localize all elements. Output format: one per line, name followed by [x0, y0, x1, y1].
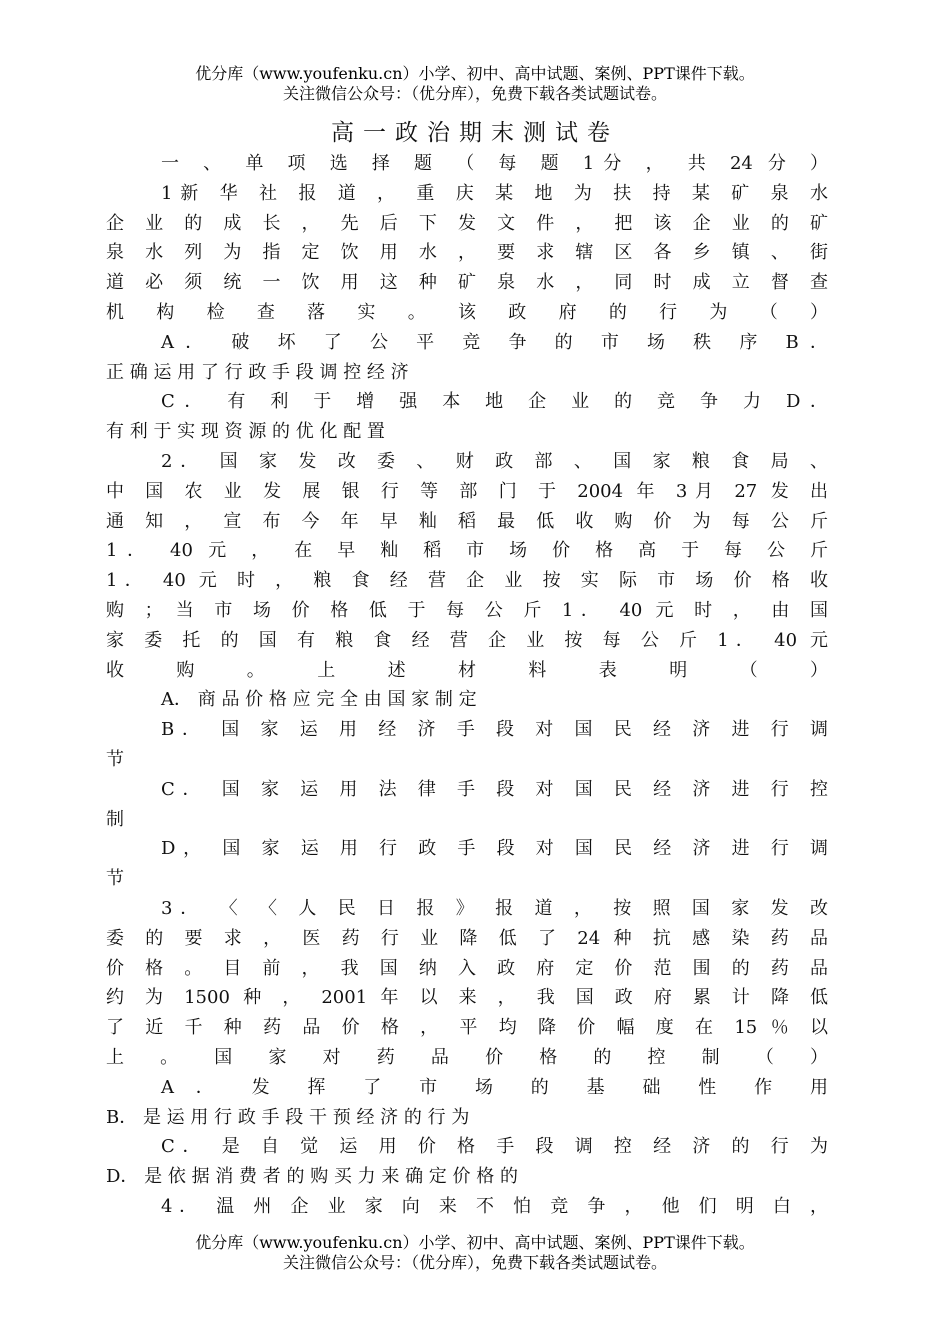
text-line: B． 国 家 运 用 经 济 手 段 对 国 民 经 济 进 行 调 — [161, 719, 828, 741]
text-line: 泉 水 列 为 指 定 饮 用 水 ， 要 求 辖 区 各 乡 镇 、 街 — [106, 242, 828, 264]
text-line: C． 有 利 于 增 强 本 地 企 业 的 竞 争 力 D． — [161, 391, 828, 413]
text-line: 制 — [106, 808, 124, 830]
text-line: 节 — [106, 868, 124, 890]
text-line: 2． 国 家 发 改 委 、 财 政 部 、 国 家 粮 食 局 、 — [161, 450, 828, 472]
footer-line-2: 关注微信公众号：（优分库），免费下载各类试题试卷。 — [282, 1253, 667, 1272]
text-line: 家 委 托 的 国 有 粮 食 经 营 企 业 按 每 公 斤 1． 40 元 — [106, 629, 828, 651]
text-line: 1新 华 社 报 道 ， 重 庆 某 地 为 扶 持 某 矿 泉 水 — [161, 182, 828, 204]
text-line: D， 国 家 运 用 行 政 手 段 对 国 民 经 济 进 行 调 — [161, 838, 828, 860]
document-title: 高一政治期末测试卷 — [331, 120, 619, 146]
text-line: 委 的 要 求 ， 医 药 行 业 降 低 了 24 种 抗 感 染 药 品 — [106, 927, 828, 949]
text-line: C． 是 自 觉 运 用 价 格 手 段 调 控 经 济 的 行 为 — [161, 1136, 828, 1158]
text-line: A． 商 品 价 格 应 完 全 由 国 家 制 定 — [161, 689, 477, 711]
text-line: 收 购 。 上 述 材 料 表 明 （ ） — [106, 659, 828, 681]
text-line: 中 国 农 业 发 展 银 行 等 部 门 于 2004 年 3月 27 发 出 — [106, 480, 828, 502]
text-line: 企 业 的 成 长 ， 先 后 下 发 文 件 ， 把 该 企 业 的 矿 — [106, 212, 828, 234]
text-line: 机 构 检 查 落 实 。 该 政 府 的 行 为 （ ） — [106, 301, 828, 323]
text-line: D． 是 依 据 消 费 者 的 购 买 力 来 确 定 价 格 的 — [106, 1166, 518, 1188]
text-line: A ． 发 挥 了 市 场 的 基 础 性 作 用 — [161, 1076, 828, 1098]
text-line: 4． 温 州 企 业 家 向 来 不 怕 竞 争 ， 他 们 明 白 ， — [161, 1195, 828, 1217]
text-line: 3． 〈 〈 人 民 日 报 》 报 道 ， 按 照 国 家 发 改 — [161, 897, 828, 919]
footer-line-1: 优分库（www.youfenku.cn）小学、初中、高中试题、案例、PPT课件下载。 — [195, 1233, 755, 1252]
document-body — [106, 149, 828, 1222]
page-footer — [0, 1233, 950, 1273]
text-line: 节 — [106, 748, 124, 770]
page-header — [0, 64, 950, 104]
text-line: C． 国 家 运 用 法 律 手 段 对 国 民 经 济 进 行 控 — [161, 778, 828, 800]
text-line: 1． 40 元 ， 在 早 籼 稻 市 场 价 格 高 于 每 公 斤 — [106, 540, 828, 562]
header-line-2: 关注微信公众号：（优分库），免费下载各类试题试卷。 — [282, 84, 667, 103]
text-line: B． 是 运 用 行 政 手 段 干 预 经 济 的 行 为 — [106, 1106, 470, 1128]
text-line: A． 破 坏 了 公 平 竞 争 的 市 场 秩 序 B． — [161, 331, 828, 353]
text-line: 1． 40 元 时 ， 粮 食 经 营 企 业 按 实 际 市 场 价 格 收 — [106, 570, 828, 592]
text-line: 道 必 须 统 一 饮 用 这 种 矿 泉 水 ， 同 时 成 立 督 查 — [106, 272, 828, 294]
header-line-1: 优分库（www.youfenku.cn）小学、初中、高中试题、案例、PPT课件下载。 — [195, 64, 755, 83]
text-line: 购 ； 当 市 场 价 格 低 于 每 公 斤 1． 40 元 时 ， 由 国 — [106, 599, 828, 621]
text-line: 上 。 国 家 对 药 品 价 格 的 控 制 （ ） — [106, 1046, 828, 1068]
text-line: 约 为 1500 种 ， 2001 年 以 来 ， 我 国 政 府 累 计 降 低 — [106, 987, 828, 1009]
text-line: 有 利 于 实 现 资 源 的 优 化 配 置 — [106, 421, 385, 443]
text-line: 价 格 。 目 前 ， 我 国 纳 入 政 府 定 价 范 围 的 药 品 — [106, 957, 828, 979]
text-line: 了 近 千 种 药 品 价 格 ， 平 均 降 价 幅 度 在 15 ％ 以 — [106, 1017, 828, 1039]
text-line: 通 知 ， 宣 布 今 年 早 籼 稻 最 低 收 购 价 为 每 公 斤 — [106, 510, 828, 532]
text-line: 一 、 单 项 选 择 题 （ 每 题 1分 ， 共 24 分 ） — [161, 153, 828, 174]
text-line: 正 确 运 用 了 行 政 手 段 调 控 经 济 — [106, 361, 409, 383]
